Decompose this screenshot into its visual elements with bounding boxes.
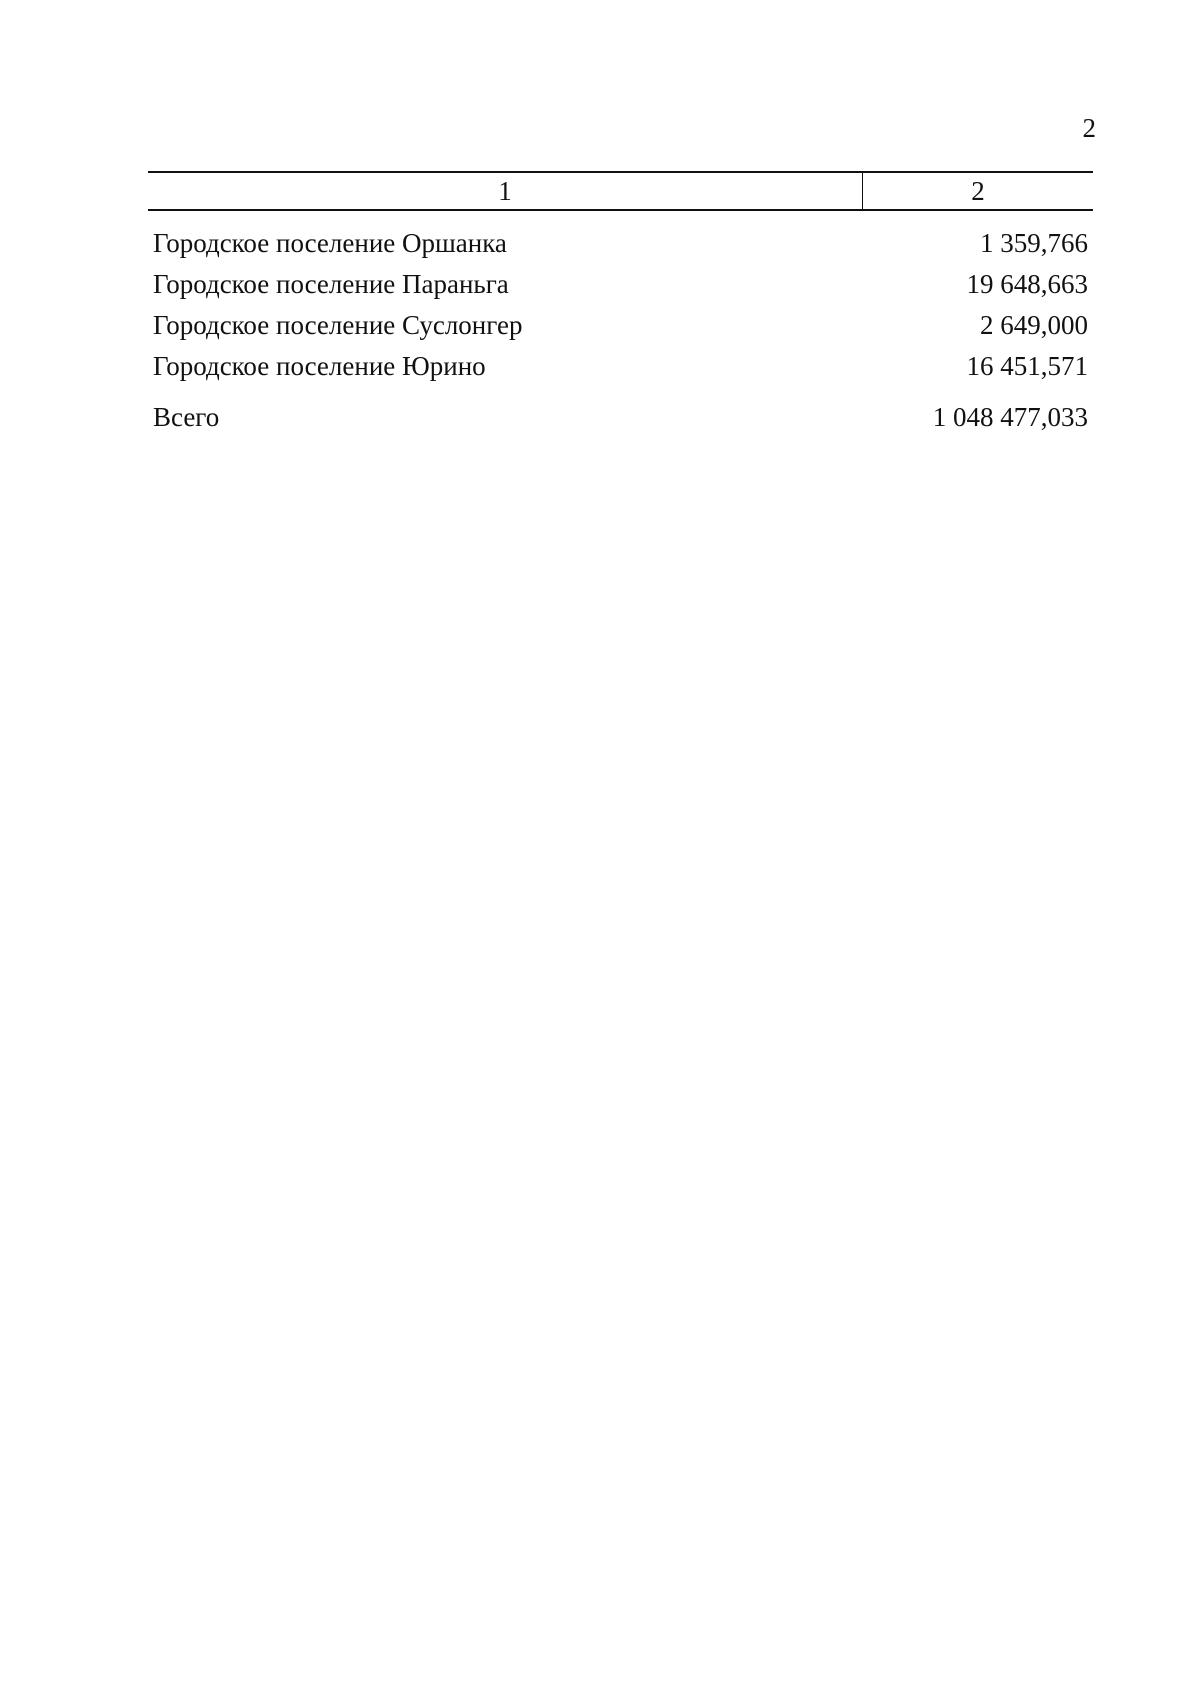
settlement-name: Городское поселение Юрино [153, 351, 486, 381]
page-number: 2 [1082, 113, 1096, 143]
settlement-name: Городское поселение Параньга [153, 269, 509, 299]
column-header-1: 1 [148, 173, 863, 209]
table-row [148, 264, 1093, 305]
column-header-2: 2 [971, 176, 985, 206]
table-row [148, 346, 1093, 387]
settlement-name: Городское поселение Суслонгер [153, 310, 523, 340]
table-row [148, 305, 1093, 346]
table-body [148, 211, 1093, 438]
table-header-row [148, 171, 1093, 211]
settlement-name: Городское поселение Оршанка [153, 228, 507, 258]
table-row [148, 223, 1093, 264]
settlement-value: 16 451,571 [966, 351, 1088, 381]
total-row [148, 397, 1093, 438]
settlement-value: 1 359,766 [980, 228, 1088, 258]
total-label: Всего [153, 402, 220, 432]
settlement-value: 2 649,000 [980, 310, 1088, 340]
settlements-table [148, 171, 1093, 438]
settlement-value: 19 648,663 [966, 269, 1088, 299]
total-value: 1 048 477,033 [932, 402, 1088, 432]
